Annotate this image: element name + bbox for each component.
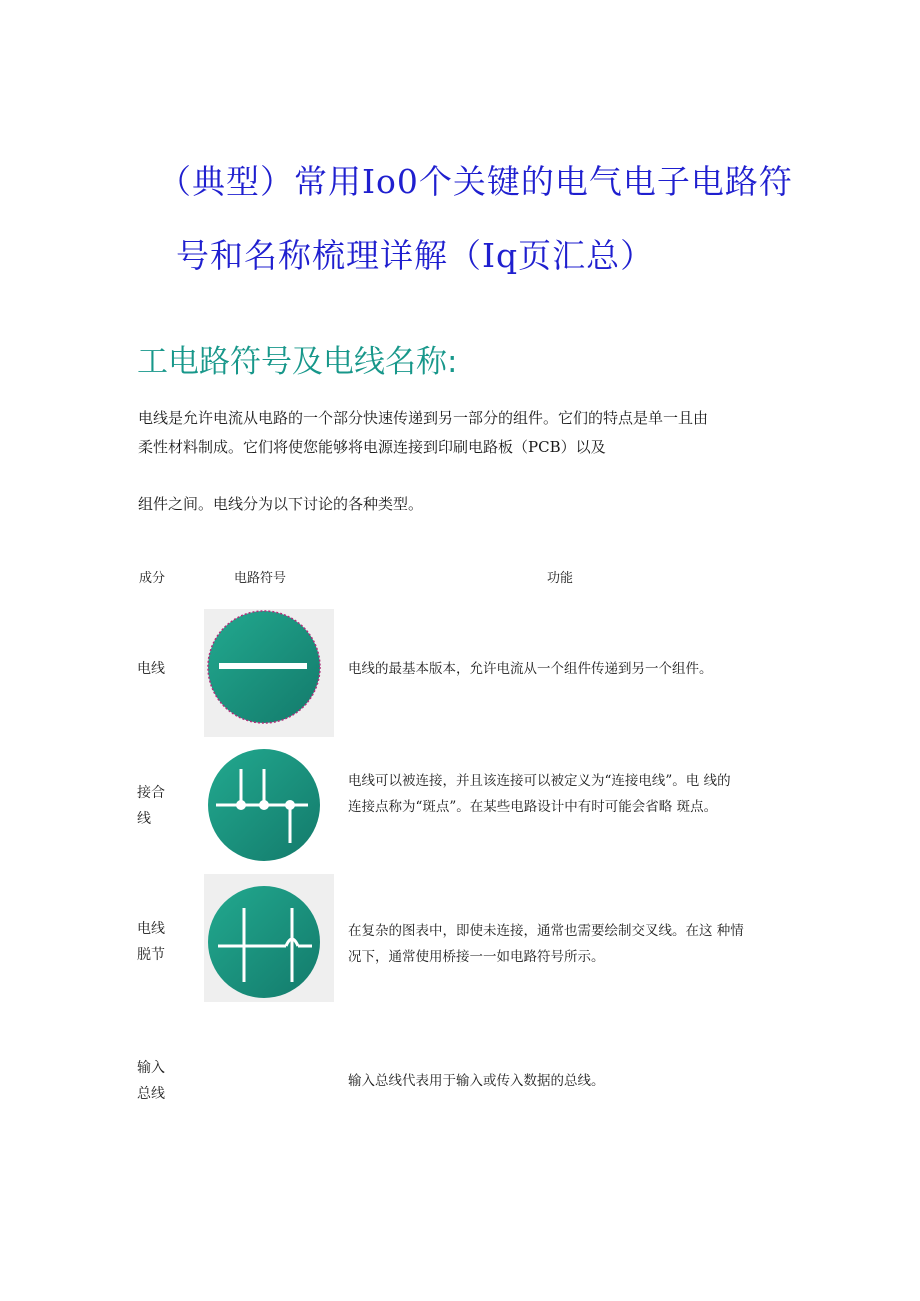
row-label-joined-wire-1: 接合	[137, 785, 165, 801]
row-desc-unjoined-wire	[348, 918, 788, 970]
wire-symbol-frame	[204, 609, 334, 737]
row-label-unjoined-wire-1: 电线	[137, 921, 165, 937]
row-label-unjoined-wire-2: 脱节	[137, 947, 165, 963]
row-label-input-bus-1: 输入	[137, 1060, 165, 1076]
joined-wire-symbol-icon	[204, 741, 334, 869]
intro-line-3: 组件之间。电线分为以下讨论的各种类型。	[138, 495, 424, 513]
intro-line-1: 电线是允许电流从电路的一个部分快速传递到另一部分的组件。它们的特点是单一且由	[138, 409, 709, 427]
unjoined-wire-symbol-icon	[204, 874, 334, 1002]
row-desc-wire: 电线的最基本版本，允许电流从一个组件传递到另一个组件。	[348, 661, 713, 677]
unjoined-wire-symbol-frame	[204, 874, 334, 1002]
row-label-joined-wire-2: 线	[137, 811, 151, 827]
row-label-unjoined-wire	[137, 916, 177, 968]
row-desc-unjoined-wire-1: 在复杂的图表中，即使未连接，通常也需要绘制交叉线。在这 种情	[348, 923, 744, 939]
joined-wire-symbol-frame	[204, 741, 334, 869]
column-header-symbol: 电路符号	[234, 571, 287, 586]
column-header-function: 功能	[547, 571, 574, 586]
row-label-input-bus	[137, 1055, 177, 1107]
row-label-wire: 电线	[137, 661, 165, 677]
wire-symbol-icon	[204, 609, 334, 737]
row-desc-joined-wire-1: 电线可以被连接，并且该连接可以被定义为“连接电线”。电 线的	[348, 773, 731, 789]
row-desc-joined-wire	[348, 768, 788, 820]
row-label-joined-wire	[137, 780, 177, 832]
section-heading: 工电路符号及电线名称:	[137, 344, 458, 380]
row-desc-joined-wire-2: 连接点称为“斑点”。在某些电路设计中有时可能会省略 斑点。	[348, 799, 718, 815]
intro-paragraph	[138, 404, 798, 462]
row-desc-input-bus: 输入总线代表用于输入或传入数据的总线。	[348, 1073, 605, 1089]
row-label-input-bus-2: 总线	[137, 1086, 165, 1102]
row-desc-unjoined-wire-2: 况下，通常使用桥接一一如电路符号所示。	[348, 949, 605, 965]
column-header-component: 成分	[139, 571, 166, 586]
document-title-line-1: （典型）常用Io0个关键的电气电子电路符	[158, 162, 793, 201]
document-title-line-2: 号和名称梳理详解（Iq页汇总）	[176, 236, 655, 275]
intro-line-2: 柔性材料制成。它们将使您能够将电源连接到印刷电路板（PCB）以及	[138, 438, 606, 456]
